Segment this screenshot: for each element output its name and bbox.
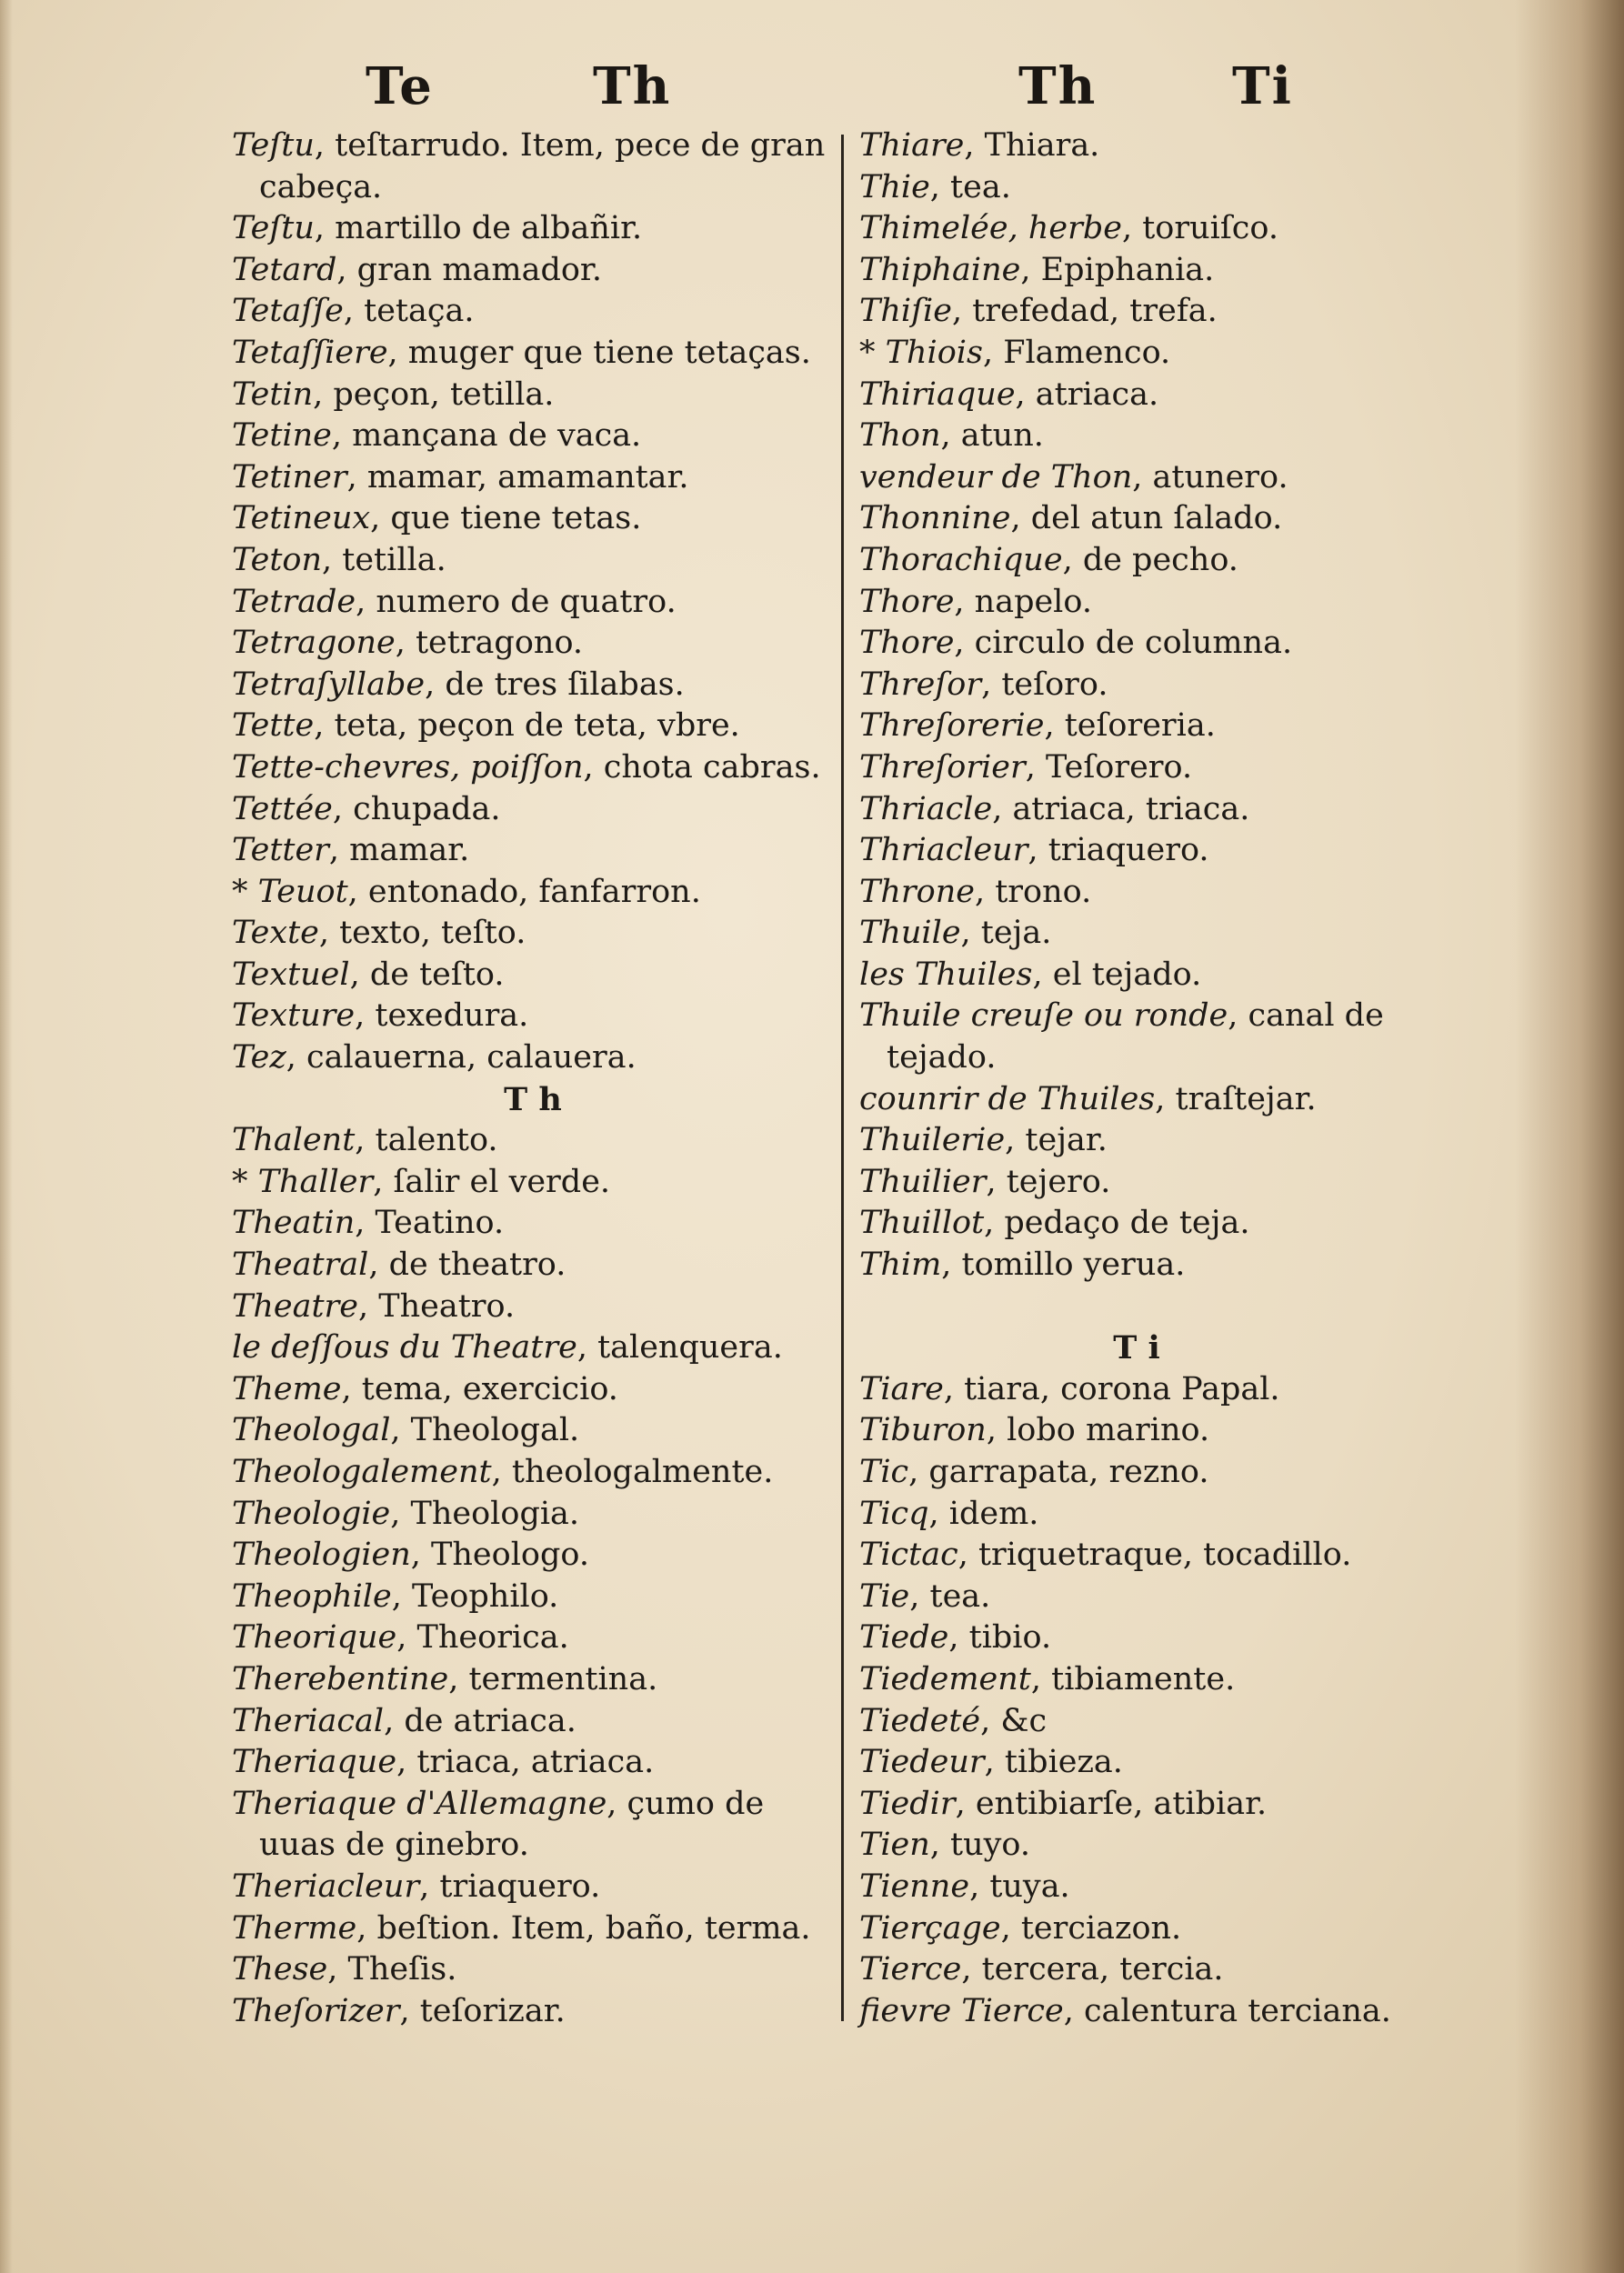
dictionary-entry xyxy=(232,457,834,499)
dictionary-entry xyxy=(232,333,834,375)
dictionary-entry xyxy=(232,955,834,996)
entry-headword: Theatre xyxy=(232,1287,358,1325)
right-header-from: Th xyxy=(1018,56,1098,116)
entry-headword: Theophile xyxy=(232,1577,392,1615)
entry-gloss: , trono. xyxy=(974,873,1092,910)
entry-headword: Thim xyxy=(859,1247,942,1284)
dictionary-entry xyxy=(232,291,834,333)
entry-gloss: , calauerna, calauera. xyxy=(286,1039,637,1076)
entry-headword: Tette-chevres, poiſſon xyxy=(232,748,584,786)
entry-headword: Tien xyxy=(859,1827,930,1864)
entry-gloss: , triaquero. xyxy=(419,1867,601,1905)
dictionary-entry xyxy=(859,250,1414,292)
entry-gloss: , atunero. xyxy=(1132,458,1288,496)
entry-gloss: , numero de quatro. xyxy=(356,583,677,620)
dictionary-entry xyxy=(232,416,834,457)
entry-gloss: , çumo de uuas de ginebro. xyxy=(259,1785,765,1864)
dictionary-entry xyxy=(232,1867,834,1908)
entry-gloss: , Teophilo. xyxy=(391,1577,559,1615)
entry-headword: Thorachique xyxy=(859,541,1063,578)
entry-headword: Thuillot xyxy=(859,1205,985,1242)
entry-headword: Thore xyxy=(859,583,955,620)
entry-headword: vendeur de Thon xyxy=(859,458,1133,496)
entry-headword: Theriaque d'Allemagne xyxy=(232,1785,607,1822)
entry-headword: Theriaque xyxy=(232,1744,397,1781)
entry-gloss: , teſorizar. xyxy=(399,1992,566,2029)
dictionary-entry xyxy=(859,1494,1414,1536)
entry-headword: Tetraſyllabe xyxy=(232,666,426,703)
dictionary-entry xyxy=(859,1577,1414,1618)
entry-headword: Tetine xyxy=(232,417,332,455)
entry-headword: Thuilerie xyxy=(859,1122,1006,1159)
dictionary-entry xyxy=(232,1452,834,1494)
entry-headword: Thon xyxy=(859,417,941,455)
entry-headword: Theatral xyxy=(232,1247,369,1284)
entry-headword: Tetiner xyxy=(232,458,347,496)
entry-headword: Tetrade xyxy=(232,583,356,620)
entry-headword: Theriacal xyxy=(232,1702,385,1739)
dictionary-entry xyxy=(859,872,1414,914)
entry-headword: Teſtu xyxy=(232,210,315,247)
dictionary-entry xyxy=(232,582,834,624)
entry-headword: Textuel xyxy=(232,956,350,993)
dictionary-entry xyxy=(859,1617,1414,1659)
entry-gloss: , tomillo yerua. xyxy=(941,1247,1186,1284)
dictionary-entry xyxy=(232,706,834,747)
entry-gloss: , Theologal. xyxy=(390,1412,580,1449)
entry-headword: Thriacleur xyxy=(859,832,1028,869)
dictionary-entry xyxy=(232,1784,834,1867)
entry-gloss: , chupada. xyxy=(332,790,501,827)
entry-headword: Tiedeur xyxy=(859,1744,985,1781)
entry-gloss: , &c xyxy=(980,1702,1048,1739)
entry-gloss: , chota cabras. xyxy=(583,748,821,786)
entry-headword: fievre Tierce xyxy=(859,1992,1064,2029)
dictionary-entry xyxy=(232,1535,834,1577)
entry-gloss: , Epiphania. xyxy=(1020,251,1215,288)
entry-headword: Theme xyxy=(232,1370,342,1407)
entry-gloss: , tibieza. xyxy=(984,1744,1123,1781)
entry-gloss: , teſoreria. xyxy=(1044,707,1216,745)
entry-headword: Therme xyxy=(232,1909,357,1947)
dictionary-entry xyxy=(859,291,1414,333)
dictionary-entry xyxy=(859,1908,1414,1950)
entry-gloss: , triquetraque, tocadillo. xyxy=(957,1537,1352,1574)
dictionary-entry xyxy=(859,167,1414,209)
entry-headword: Tetin xyxy=(232,375,314,413)
entry-gloss: , idem. xyxy=(928,1495,1039,1532)
dictionary-entry xyxy=(859,1410,1414,1452)
entry-headword: Tetragone xyxy=(232,625,396,662)
entry-headword: Ticq xyxy=(859,1495,929,1532)
entry-headword: Thiare xyxy=(859,127,965,164)
entry-gloss: , pedaço de teja. xyxy=(984,1205,1250,1242)
entry-gloss: , Thiara. xyxy=(964,127,1100,164)
entry-headword: Tetter xyxy=(232,832,329,869)
entry-gloss: , calentura terciana. xyxy=(1063,1992,1391,2029)
dictionary-entry xyxy=(859,1701,1414,1743)
entry-headword: Theſorizer xyxy=(232,1992,400,2029)
entry-gloss: , traſtejar. xyxy=(1155,1080,1317,1117)
entry-headword: Tictac xyxy=(859,1537,958,1574)
dictionary-entry xyxy=(232,1037,834,1079)
dictionary-entry xyxy=(232,665,834,706)
entry-gloss: , tejar. xyxy=(1005,1122,1108,1159)
dictionary-entry xyxy=(859,582,1414,624)
entry-headword: Tic xyxy=(859,1454,909,1490)
entry-gloss: , entibiarſe, atibiar. xyxy=(955,1785,1268,1822)
entry-gloss: , tibiamente. xyxy=(1030,1660,1236,1697)
entry-gloss: , terciazon. xyxy=(1000,1909,1182,1947)
entry-headword: Thonnine xyxy=(859,500,1011,537)
column-divider xyxy=(841,135,844,2021)
dictionary-entry xyxy=(859,498,1414,540)
dictionary-entry xyxy=(232,872,834,914)
entry-headword: Tiedement xyxy=(859,1660,1031,1697)
dictionary-entry xyxy=(859,706,1414,747)
entry-gloss: , de theatro. xyxy=(368,1247,566,1284)
entry-headword: Thuilier xyxy=(859,1163,987,1200)
dictionary-entry xyxy=(232,1287,834,1328)
entry-headword: Tie xyxy=(859,1577,910,1615)
dictionary-entry xyxy=(232,498,834,540)
left-column xyxy=(232,125,834,2032)
entry-gloss: , Theatro. xyxy=(357,1287,516,1325)
entry-headword: Tiburon xyxy=(859,1412,987,1449)
entry-gloss: , theologalmente. xyxy=(491,1454,774,1490)
dictionary-entry xyxy=(232,747,834,789)
entry-gloss: , tibio. xyxy=(948,1619,1052,1657)
entry-gloss: , de pecho. xyxy=(1062,541,1238,578)
dictionary-entry xyxy=(232,1327,834,1369)
dictionary-entry xyxy=(232,250,834,292)
entry-headword: Tetard xyxy=(232,251,337,288)
dictionary-entry xyxy=(232,1908,834,1950)
entry-headword: Thriacle xyxy=(859,790,993,827)
entry-gloss: , Flamenco. xyxy=(982,334,1171,371)
dictionary-entry xyxy=(232,1120,834,1162)
dictionary-entry xyxy=(232,1949,834,1991)
entry-gloss: , canal de tejado. xyxy=(887,997,1384,1076)
entry-gloss: , triaca, atriaca. xyxy=(396,1744,655,1781)
entry-headword: Thalent xyxy=(232,1122,356,1159)
dictionary-entry xyxy=(859,1991,1414,2033)
dictionary-entry xyxy=(859,1245,1414,1287)
dictionary-entry xyxy=(859,1742,1414,1784)
entry-gloss: , tuya. xyxy=(969,1867,1070,1905)
entry-headword: * Thaller xyxy=(232,1163,374,1200)
entry-gloss: , Theſis. xyxy=(327,1951,457,1988)
dictionary-entry xyxy=(859,1162,1414,1204)
entry-gloss: , mamar, amamantar. xyxy=(346,458,689,496)
dictionary-entry xyxy=(859,1452,1414,1494)
dictionary-entry xyxy=(859,375,1414,416)
entry-headword: Tienne xyxy=(859,1867,970,1905)
dictionary-entry xyxy=(232,375,834,416)
entry-gloss: , tea. xyxy=(909,1577,991,1615)
dictionary-entry xyxy=(859,665,1414,706)
entry-gloss: , tetaça. xyxy=(343,293,475,330)
entry-headword: Threſorerie xyxy=(859,707,1045,745)
page-left-edge-shadow xyxy=(0,0,13,2273)
entry-headword: Theologalement xyxy=(232,1454,492,1490)
section-spacer xyxy=(859,1287,1414,1328)
dictionary-entry xyxy=(232,1203,834,1245)
entry-gloss: , talento. xyxy=(355,1122,498,1159)
entry-gloss: , texto, teſto. xyxy=(318,915,526,952)
entry-gloss: , beſtion. Item, baño, terma. xyxy=(356,1909,811,1947)
entry-gloss: , tema, exercicio. xyxy=(341,1370,618,1407)
entry-gloss: , de tres ſilabas. xyxy=(425,666,685,703)
dictionary-entry xyxy=(232,125,834,208)
dictionary-entry xyxy=(859,830,1414,872)
entry-headword: Tez xyxy=(232,1039,286,1076)
dictionary-entry xyxy=(232,1162,834,1204)
dictionary-entry xyxy=(232,1659,834,1701)
entry-gloss: , teta, peçon de teta, vbre. xyxy=(314,707,740,745)
dictionary-entry xyxy=(232,1369,834,1411)
dictionary-entry xyxy=(232,1577,834,1618)
dictionary-entry xyxy=(232,1617,834,1659)
right-header-to: Ti xyxy=(1232,56,1293,116)
entry-gloss: , gran mamador. xyxy=(336,251,602,288)
entry-gloss: , que tiene tetas. xyxy=(370,500,642,537)
entry-gloss: , el tejado. xyxy=(1032,956,1202,993)
entry-gloss: , napelo. xyxy=(954,583,1092,620)
entry-gloss: , tetilla. xyxy=(322,541,446,578)
entry-headword: Thiriaque xyxy=(859,375,1016,413)
dictionary-entry xyxy=(859,1535,1414,1577)
entry-gloss: , peçon, tetilla. xyxy=(313,375,555,413)
dictionary-entry xyxy=(859,996,1414,1078)
dictionary-entry xyxy=(859,333,1414,375)
entry-gloss: , muger que tiene tetaças. xyxy=(387,334,811,371)
entry-headword: * Thiois xyxy=(859,334,983,371)
entry-headword: Texture xyxy=(232,997,356,1035)
dictionary-entry xyxy=(859,1949,1414,1991)
entry-headword: Tiedir xyxy=(859,1785,956,1822)
entry-headword: Throne xyxy=(859,873,975,910)
dictionary-entry xyxy=(859,1120,1414,1162)
entry-headword: Thimelée, herbe xyxy=(859,210,1122,247)
entry-gloss: , martillo de albañir. xyxy=(314,210,643,247)
dictionary-entry xyxy=(859,457,1414,499)
dictionary-entry xyxy=(232,830,834,872)
dictionary-entry xyxy=(232,1410,834,1452)
dictionary-entry xyxy=(859,747,1414,789)
entry-headword: Theorique xyxy=(232,1619,397,1657)
entry-gloss: , termentina. xyxy=(448,1660,658,1697)
entry-gloss: , teſtarrudo. Item, pece de gran cabeça. xyxy=(259,127,826,205)
entry-gloss: , tea. xyxy=(929,168,1011,205)
dictionary-entry xyxy=(859,789,1414,831)
entry-headword: counrir de Thuiles xyxy=(859,1080,1156,1117)
entry-gloss: , tuyo. xyxy=(929,1827,1031,1864)
section-heading: T h xyxy=(504,1080,562,1118)
entry-headword: Tierçage xyxy=(859,1909,1001,1947)
dictionary-entry xyxy=(859,913,1414,955)
dictionary-entry xyxy=(232,1245,834,1287)
page-right-edge-shadow xyxy=(1515,0,1624,2273)
entry-gloss: , del atun ſalado. xyxy=(1010,500,1283,537)
entry-headword: Thiſie xyxy=(859,293,952,330)
entry-gloss: , Theorica. xyxy=(396,1619,569,1657)
entry-headword: Thore xyxy=(859,625,955,662)
entry-gloss: , circulo de columna. xyxy=(954,625,1293,662)
entry-headword: Thuile creuſe ou ronde xyxy=(859,997,1228,1035)
entry-gloss: , Teatino. xyxy=(355,1205,505,1242)
entry-headword: Tierce xyxy=(859,1951,962,1988)
dictionary-entry xyxy=(859,125,1414,167)
entry-headword: Theologie xyxy=(232,1495,391,1532)
entry-gloss: , garrapata, rezno. xyxy=(908,1454,1209,1490)
dictionary-entry xyxy=(859,623,1414,665)
entry-headword: Theologal xyxy=(232,1412,391,1449)
dictionary-entry xyxy=(232,913,834,955)
left-header-to: Th xyxy=(593,56,672,116)
right-column xyxy=(859,125,1414,2032)
entry-gloss: , ſalir el verde. xyxy=(373,1163,611,1200)
entry-gloss: , talenquera. xyxy=(576,1329,783,1367)
dictionary-entry xyxy=(232,1701,834,1743)
dictionary-entry xyxy=(232,1991,834,2033)
entry-headword: Teton xyxy=(232,541,323,578)
dictionary-entry xyxy=(859,1203,1414,1245)
entry-headword: Thiphaine xyxy=(859,251,1021,288)
entry-headword: Threſorier xyxy=(859,748,1026,786)
left-header-from: Te xyxy=(366,56,434,116)
entry-gloss: , tejero. xyxy=(986,1163,1111,1200)
entry-gloss: , atriaca. xyxy=(1015,375,1159,413)
entry-gloss: , entonado, fanfarron. xyxy=(347,873,701,910)
entry-headword: Tiare xyxy=(859,1370,944,1407)
dictionary-entry xyxy=(859,416,1414,457)
entry-headword: Tetaſſe xyxy=(232,293,344,330)
entry-headword: These xyxy=(232,1951,328,1988)
dictionary-entry xyxy=(859,208,1414,250)
entry-headword: Thuile xyxy=(859,915,961,952)
entry-gloss: , atun. xyxy=(940,417,1044,455)
dictionary-entry xyxy=(232,208,834,250)
entry-gloss: , lobo marino. xyxy=(986,1412,1210,1449)
entry-headword: * Teuot xyxy=(232,873,348,910)
entry-headword: Texte xyxy=(232,915,319,952)
dictionary-entry xyxy=(859,1784,1414,1826)
dictionary-entry xyxy=(859,1659,1414,1701)
entry-gloss: , de teſto. xyxy=(349,956,505,993)
entry-headword: Teſtu xyxy=(232,127,315,164)
dictionary-entry xyxy=(859,1825,1414,1867)
entry-gloss: , Theologia. xyxy=(390,1495,580,1532)
dictionary-entry xyxy=(859,540,1414,582)
entry-gloss: , teja. xyxy=(960,915,1052,952)
entry-gloss: , tercera, tercia. xyxy=(961,1951,1224,1988)
dictionary-entry xyxy=(859,955,1414,996)
entry-headword: Theologien xyxy=(232,1537,411,1574)
dictionary-entry xyxy=(859,1079,1414,1121)
entry-headword: Tettée xyxy=(232,790,333,827)
entry-gloss: , atriaca, triaca. xyxy=(992,790,1250,827)
entry-gloss: , mamar. xyxy=(328,832,470,869)
entry-gloss: , toruiſco. xyxy=(1121,210,1278,247)
dictionary-entry xyxy=(232,1494,834,1536)
dictionary-entry xyxy=(232,996,834,1037)
entry-headword: Threſor xyxy=(859,666,982,703)
entry-headword: Theatin xyxy=(232,1205,356,1242)
dictionary-entry xyxy=(232,1742,834,1784)
section-heading: T i xyxy=(1113,1329,1160,1367)
entry-gloss: , tiara, corona Papal. xyxy=(943,1370,1280,1407)
entry-gloss: , teſoro. xyxy=(981,666,1108,703)
entry-headword: Tette xyxy=(232,707,315,745)
entry-headword: Thie xyxy=(859,168,930,205)
entry-gloss: , Theologo. xyxy=(410,1537,589,1574)
entry-headword: Theriacleur xyxy=(232,1867,420,1905)
entry-headword: les Thuiles xyxy=(859,956,1033,993)
entry-gloss: , de atriaca. xyxy=(384,1702,576,1739)
dictionary-entry xyxy=(232,540,834,582)
entry-gloss: , tetragono. xyxy=(395,625,584,662)
entry-headword: Tetineux xyxy=(232,500,371,537)
dictionary-entry xyxy=(232,789,834,831)
entry-gloss: , trefedad, trefa. xyxy=(951,293,1218,330)
entry-headword: Tiede xyxy=(859,1619,949,1657)
entry-gloss: , triaquero. xyxy=(1028,832,1209,869)
dictionary-entry xyxy=(232,623,834,665)
dictionary-entry xyxy=(859,1369,1414,1411)
entry-headword: Tiedeté xyxy=(859,1702,981,1739)
dictionary-entry xyxy=(859,1867,1414,1908)
entry-headword: le deſſous du Theatre xyxy=(232,1329,577,1367)
entry-gloss: , Teſorero. xyxy=(1025,748,1193,786)
entry-headword: Therebentine xyxy=(232,1660,449,1697)
entry-gloss: , mançana de vaca. xyxy=(331,417,642,455)
entry-headword: Tetaſſiere xyxy=(232,334,388,371)
entry-gloss: , texedura. xyxy=(355,997,529,1035)
